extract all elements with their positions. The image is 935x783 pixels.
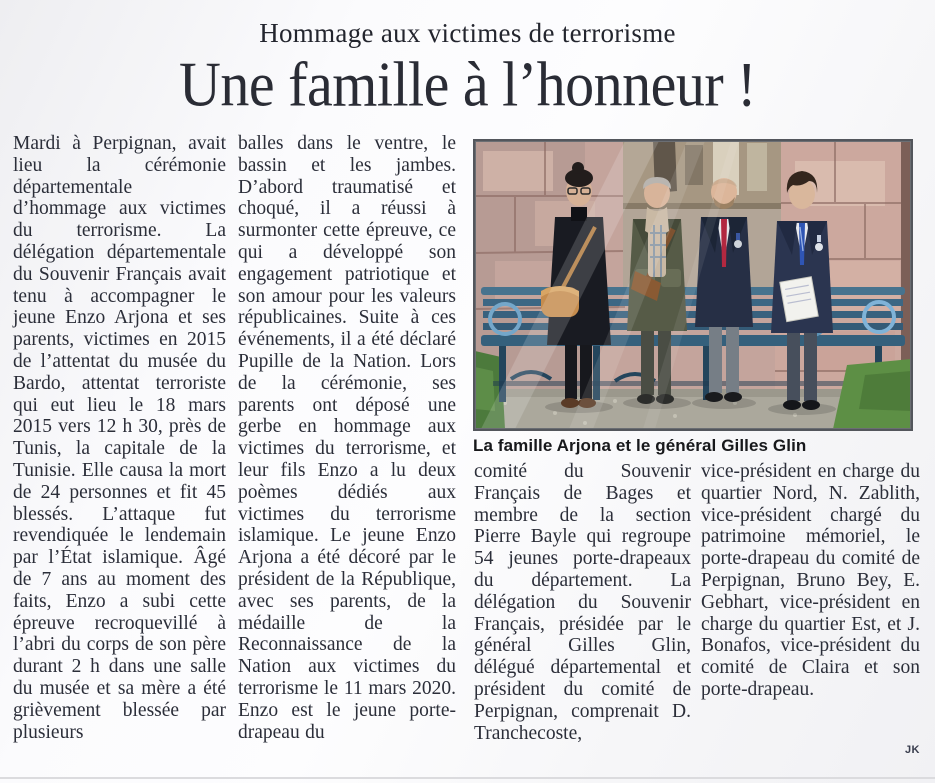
photo-illustration xyxy=(475,141,911,429)
article-photo xyxy=(473,139,913,431)
article-column-2: balles dans le ventre, le bassin et les jambes. D’abord traumatisé et choqué, il a réussi à surmonter cette épreuve, ce qui a développé son engagement patriotique et son amour pour les valeurs républicaines. Suite à ces événements, il a été déclaré Pupille de la Nation. Lors de la cérémonie, ses parents ont déposé une gerbe en hommage aux victimes du terrorisme, et leur fils Enzo a lu deux poèmes dédiés aux victimes du terrorisme islamique. Le jeune Enzo Arjona a été décoré par le président de la République, avec ses parents, de la médaille de la Reconnaissance de la Nation aux victimes du terrorisme le 11 mars 2020. Enzo est le jeune porte-drapeau du xyxy=(238,133,456,743)
photo-caption: La famille Arjona et le général Gilles Glin xyxy=(473,436,807,455)
page-title: Une famille à l’honneur ! xyxy=(179,48,756,120)
author-initials: JK xyxy=(904,744,920,756)
kicker: Hommage aux victimes de terrorisme xyxy=(259,18,676,48)
article-column-4: vice-président en charge du quartier Nord, N. Zablith, vice-président chargé du patrimoine mémoriel, le porte-drapeau du comité de Perpignan, Bruno Bey, E. Gebhart, vice-président en charge du quartier Est, et J. Bonafos, vice-président du comité de Claira et son porte-drapeau. xyxy=(701,461,920,700)
bottom-rule xyxy=(0,777,935,779)
article-photo-block xyxy=(473,139,913,456)
article-column-3: comité du Souvenir Français de Bages et membre de la section Pierre Bayle qui regroupe 54 jeunes porte-drapeaux du département. La délégation du Souvenir Français, présidée par le général Gilles Glin, délégué départemental et président du comité de Perpignan, comprenait D. Tranchecoste, xyxy=(474,461,691,744)
article-column-1: Mardi à Perpignan, avait lieu la cérémonie départementale d’hommage aux victimes du terrorisme. La délégation départementale du Souvenir Français avait tenu à accompagner le jeune Enzo Arjona et ses parents, victimes en 2015 de l’attentat du musée du Bardo, attentat terroriste qui eut lieu le 18 mars 2015 vers 12 h 30, près de Tunis, la capitale de la Tunisie. Elle causa la mort de 24 personnes et fit 45 blessés. L’attaque fut revendiquée le lendemain par l’État islamique. Âgé de 7 ans au moment des faits, Enzo a subi cette épreuve recroquevillé à l’abri du corps de son père durant 2 h dans une salle du musée et sa mère a été grièvement blessée par plusieurs xyxy=(13,133,226,743)
